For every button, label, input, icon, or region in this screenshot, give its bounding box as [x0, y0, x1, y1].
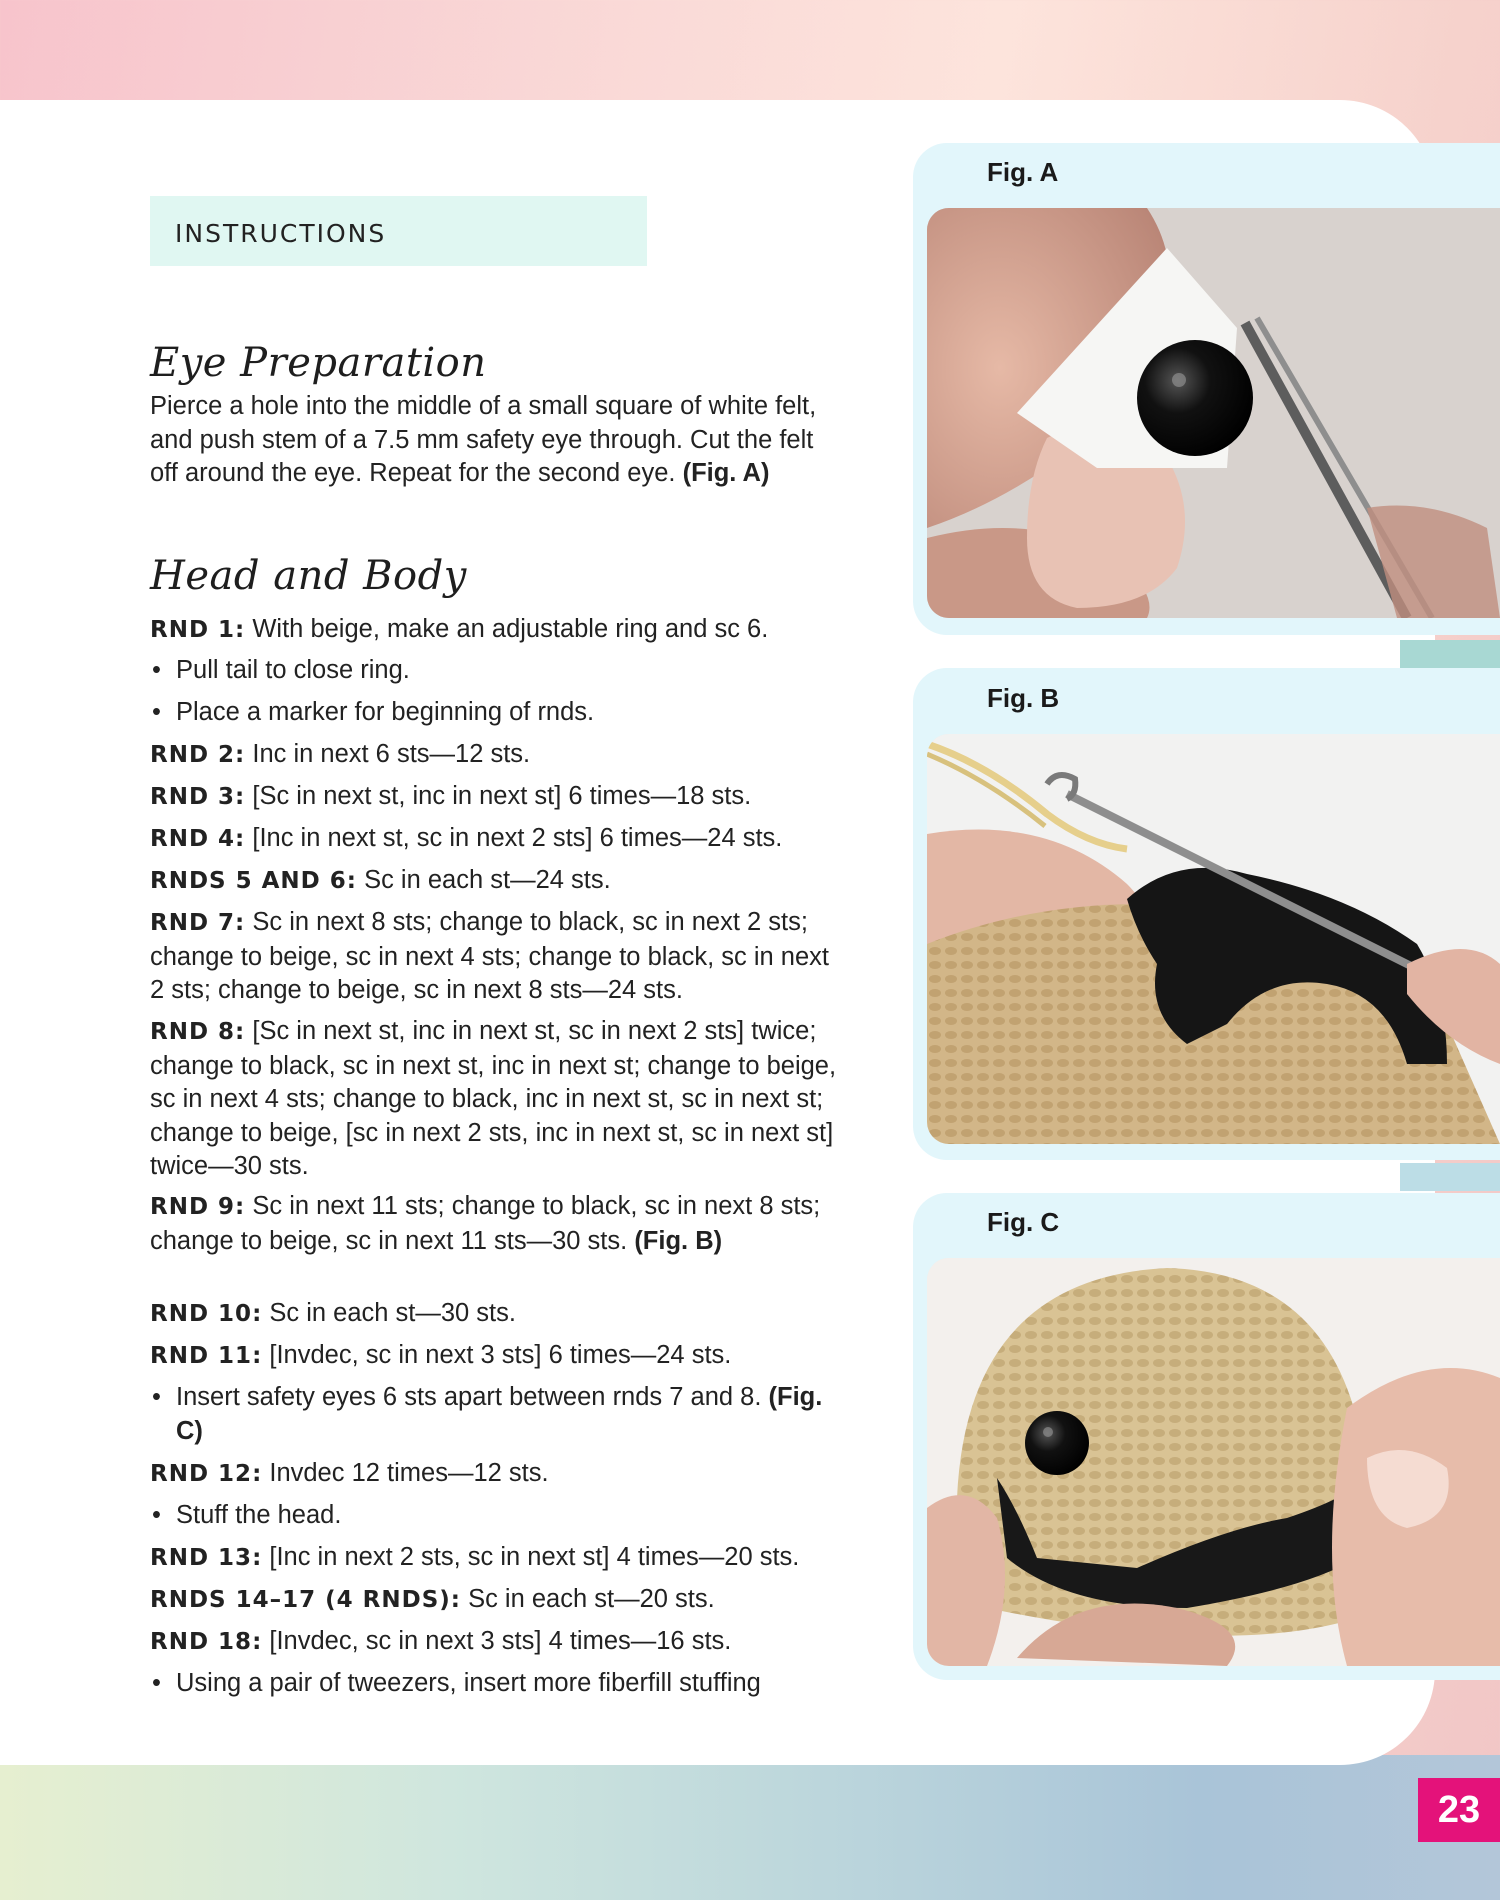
- rnd-label: RND 10:: [150, 1301, 263, 1327]
- fig-b-label: Fig. B: [965, 673, 1085, 725]
- page-number: 23: [1418, 1778, 1500, 1842]
- bullet-item: [150, 1499, 840, 1533]
- eye-prep-text: [150, 390, 840, 491]
- fig-a-photo: [927, 208, 1500, 618]
- fig-a-reference: (Fig. A): [682, 459, 770, 487]
- fig-c-photo: [927, 1258, 1500, 1666]
- rnd-18: [150, 1625, 840, 1660]
- rnd-text: Sc in each st—20 sts.: [468, 1585, 715, 1613]
- rnd-1: [150, 613, 840, 648]
- rnd-text: Sc in each st—30 sts.: [269, 1299, 516, 1327]
- fig-a-illustration: [927, 208, 1500, 618]
- rnd-text: With beige, make an adjustable ring and sc 6.: [252, 615, 769, 643]
- rnd-text: Sc in each st—24 sts.: [364, 866, 611, 894]
- rnd-label: RNDS 5 AND 6:: [150, 868, 357, 894]
- bullet-text: Place a marker for beginning of rnds.: [176, 698, 595, 726]
- bullet-dot: •: [152, 698, 161, 726]
- section-title: instructions: [175, 210, 387, 251]
- fig-c-illustration: [927, 1258, 1500, 1666]
- bullet-text: Stuff the head.: [176, 1501, 342, 1529]
- head-body-heading: Head and Body: [150, 553, 467, 599]
- bullet-text: Pull tail to close ring.: [176, 656, 410, 684]
- rnd-label: RND 1:: [150, 617, 246, 643]
- rnd-text: Inc in next 6 sts—12 sts.: [252, 740, 531, 768]
- rnds-5-6: [150, 864, 840, 899]
- rnd-text: [Invdec, sc in next 3 sts] 6 times—24 sts.: [269, 1341, 732, 1369]
- rnd-label: RND 18:: [150, 1629, 263, 1655]
- accent-strip: [1400, 1163, 1500, 1191]
- bullet-item: [150, 654, 840, 688]
- rnd-label: RND 8:: [150, 1019, 246, 1045]
- rnd-11: [150, 1339, 840, 1374]
- rnd-2: [150, 738, 840, 773]
- bullet-dot: •: [152, 1383, 161, 1411]
- rnd-10: [150, 1297, 840, 1332]
- rnd-3: [150, 780, 840, 815]
- rnd-13: [150, 1541, 840, 1576]
- bullet-item: [150, 1667, 840, 1701]
- rnd-text: [Sc in next st, inc in next st, sc in next 2 sts] twice; change to black, sc in next st, inc in next st; change to beige, sc in next 4 sts; change to black, inc in next st, sc in next st; change to beige, [sc in next 2 sts, inc in next st, sc in next st] twice—30 sts.: [150, 1017, 837, 1180]
- rnd-label: RND 11:: [150, 1343, 263, 1369]
- rnd-12: [150, 1457, 840, 1492]
- fig-c-label: Fig. C: [965, 1197, 1085, 1249]
- rnd-text: Invdec 12 times—12 sts.: [269, 1459, 549, 1487]
- rnd-label: RND 12:: [150, 1461, 263, 1487]
- fig-c-reference: (Fig. C): [176, 1383, 823, 1445]
- rnd-label: RND 2:: [150, 742, 246, 768]
- bullet-item: [150, 1381, 840, 1448]
- eye-prep-body: Pierce a hole into the middle of a small square of white felt, and push stem of a 7.5 mm safety eye through. Cut the felt off around the eye. Repeat for the second eye.: [150, 392, 817, 487]
- bullet-dot: •: [152, 656, 161, 684]
- rnd-label: RND 9:: [150, 1194, 246, 1220]
- fig-b-illustration: [927, 734, 1500, 1144]
- rnd-text: [Sc in next st, inc in next st] 6 times—18 sts.: [252, 782, 752, 810]
- rnd-8: [150, 1015, 840, 1184]
- bullet-dot: •: [152, 1501, 161, 1529]
- eye-prep-heading: Eye Preparation: [150, 340, 487, 386]
- rnd-label: RNDS 14–17 (4 RNDS):: [150, 1587, 461, 1613]
- bullet-dot: •: [152, 1669, 161, 1697]
- bullet-text: Using a pair of tweezers, insert more fiberfill stuffing: [176, 1669, 761, 1697]
- rnds-14-17: [150, 1583, 840, 1618]
- rnd-4: [150, 822, 840, 857]
- rnd-text: Sc in next 11 sts; change to black, sc in next 8 sts; change to beige, sc in next 11 sts—30 sts.: [150, 1192, 821, 1255]
- fig-b-reference: (Fig. B): [634, 1226, 723, 1255]
- fig-a-label: Fig. A: [965, 147, 1085, 199]
- rnd-label: RND 3:: [150, 784, 246, 810]
- rnd-9: [150, 1190, 840, 1258]
- bottom-background-band: [0, 1755, 1500, 1900]
- rnd-text: Sc in next 8 sts; change to black, sc in next 2 sts; change to beige, sc in next 4 sts; change to black, sc in next 2 sts; change to beige, sc in next 8 sts—24 sts.: [150, 908, 829, 1004]
- rnd-label: RND 13:: [150, 1545, 263, 1571]
- rnd-7: [150, 906, 840, 1008]
- rnd-label: RND 4:: [150, 826, 246, 852]
- rnd-text: [Inc in next 2 sts, sc in next st] 4 times—20 sts.: [269, 1543, 800, 1571]
- accent-strip: [1400, 640, 1500, 668]
- bullet-text: Insert safety eyes 6 sts apart between rnds 7 and 8.: [176, 1383, 762, 1411]
- bullet-item: [150, 696, 840, 730]
- fig-b-photo: [927, 734, 1500, 1144]
- rnd-label: RND 7:: [150, 910, 246, 936]
- rnd-text: [Invdec, sc in next 3 sts] 4 times—16 sts.: [269, 1627, 732, 1655]
- rnd-text: [Inc in next st, sc in next 2 sts] 6 times—24 sts.: [252, 824, 783, 852]
